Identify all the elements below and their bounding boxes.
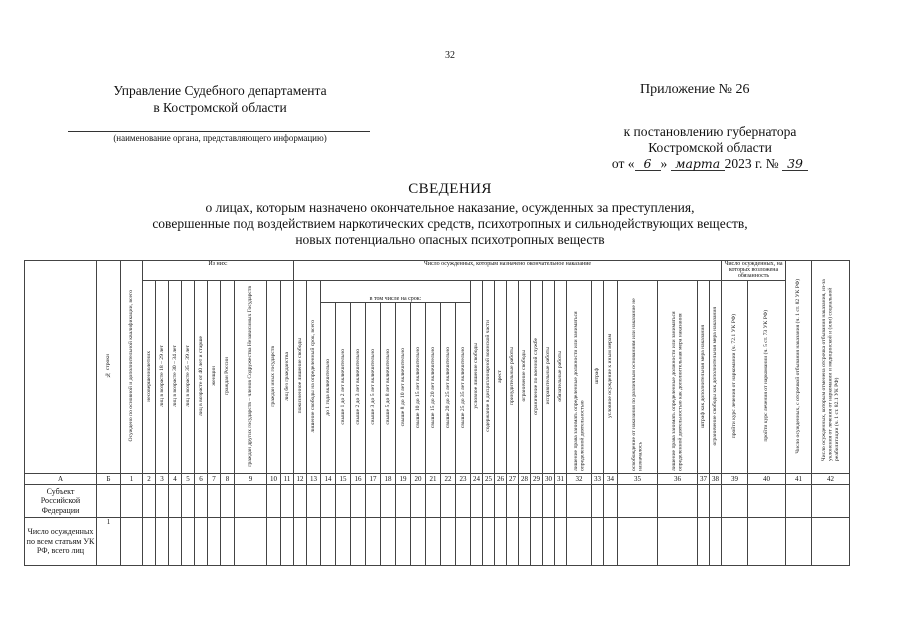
date-month: марта (671, 157, 725, 171)
data-cell (351, 485, 366, 518)
column-number-25: 24 (471, 474, 483, 485)
term-col-6: свыше 10 до 15 лет включительно (411, 303, 426, 474)
data-cell (483, 518, 495, 566)
column-number-8: 7 (208, 474, 221, 485)
column-number-37: 36 (658, 474, 698, 485)
data-cell (786, 518, 812, 566)
other-punishment-7: обязательные работы (555, 281, 567, 474)
column-number-31: 30 (543, 474, 555, 485)
data-cell (182, 485, 195, 518)
column-number-10: 9 (235, 474, 267, 485)
data-cell (321, 485, 336, 518)
column-number-39: 38 (710, 474, 722, 485)
data-cell (366, 518, 381, 566)
data-cell (507, 485, 519, 518)
col-a-header (25, 261, 97, 474)
date-year: 2023 г. № (724, 156, 779, 171)
data-cell (531, 518, 543, 566)
column-number-38: 37 (698, 474, 710, 485)
other-punishment-13: штраф как дополнительная мера наказания (698, 281, 710, 474)
data-cell (722, 485, 748, 518)
data-cell (208, 518, 221, 566)
obligation-col-0: пройти курс лечения от наркомании (ч. 72.1 УК РФ) (722, 281, 748, 474)
statistics-table (24, 260, 850, 566)
data-cell (396, 518, 411, 566)
subtitle-line3: новых потенциально опасных психотропных веществ (295, 232, 605, 247)
col-42-header: Число осужденных, которым отменена отсрочка отбывания наказания, из-за уклонения от лечения от наркомании и медицинской и (или) социальной реабилитации (ч. 1 ст. 82.1 УК РФ) (812, 261, 850, 474)
data-cell (543, 518, 555, 566)
table-row-total (25, 518, 850, 566)
column-number-2: 1 (121, 474, 143, 485)
data-cell (121, 518, 143, 566)
data-cell (495, 518, 507, 566)
data-cell (411, 485, 426, 518)
column-number-40: 39 (722, 474, 748, 485)
data-cell (195, 518, 208, 566)
column-number-11: 10 (267, 474, 281, 485)
issuer-underline (68, 131, 370, 132)
data-cell (307, 518, 321, 566)
data-cell (710, 485, 722, 518)
decree-number: 39 (782, 157, 808, 171)
sub-header-iz-nih-8: граждан иных государств (267, 281, 281, 474)
page-number: 32 (445, 50, 455, 61)
column-number-23: 22 (441, 474, 456, 485)
other-punishment-0: условное лишение свободы (471, 281, 483, 474)
data-cell (618, 485, 658, 518)
data-cell (471, 485, 483, 518)
column-number-21: 20 (411, 474, 426, 485)
sub-header-iz-nih-1: лиц в возрасте 18 – 29 лет (156, 281, 169, 474)
data-cell (658, 485, 698, 518)
data-cell (121, 485, 143, 518)
decree-line2: Костромской области (648, 140, 772, 155)
data-cell (221, 485, 235, 518)
data-cell (519, 518, 531, 566)
decree-line1: к постановлению губернатора (623, 124, 797, 139)
data-cell (748, 485, 786, 518)
data-cell (307, 485, 321, 518)
other-punishment-12: лишение права занимать определенные должности или заниматься определенной деятельностью как дополнительная мера наказания (658, 281, 698, 474)
sub-header-iz-nih-0: несовершеннолетних (143, 281, 156, 474)
data-cell (658, 518, 698, 566)
column-number-row (25, 474, 850, 485)
data-cell (543, 485, 555, 518)
term-col-3: свыше 3 до 5 лет включительно (366, 303, 381, 474)
data-cell (235, 518, 267, 566)
column-number-5: 4 (169, 474, 182, 485)
data-cell (471, 518, 483, 566)
subtitle-line2: совершенные под воздействием наркотических средств, психотропных и сильнодействующих веществ, (152, 216, 748, 231)
data-cell (143, 518, 156, 566)
data-cell (267, 518, 281, 566)
column-number-9: 8 (221, 474, 235, 485)
data-cell (441, 485, 456, 518)
sub-header-iz-nih-5: женщин (208, 281, 221, 474)
column-number-7: 6 (195, 474, 208, 485)
data-cell (143, 485, 156, 518)
column-number-17: 16 (351, 474, 366, 485)
data-cell (411, 518, 426, 566)
other-punishment-3: принудительные работы (507, 281, 519, 474)
data-cell (483, 485, 495, 518)
sub-header-iz-nih-4: лиц в возрасте от 40 лет и старше (195, 281, 208, 474)
other-punishment-2: арест (495, 281, 507, 474)
data-cell (396, 485, 411, 518)
data-cell (567, 485, 592, 518)
other-punishment-4: ограничение свободы (519, 281, 531, 474)
data-cell (531, 485, 543, 518)
term-col-8: свыше 20 до 25 лет включительно (441, 303, 456, 474)
data-cell (604, 485, 618, 518)
sub-header-iz-nih-2: лиц в возрасте 30 – 34 лет (169, 281, 182, 474)
column-number-26: 25 (483, 474, 495, 485)
column-number-20: 19 (396, 474, 411, 485)
data-cell (336, 485, 351, 518)
col-1-header: Осуждено по основной и дополнительной квалификации, всего (121, 261, 143, 474)
row-number-total: 1 (97, 518, 121, 566)
row-label-total: Число осужденных по всем статьям УК РФ, всего лиц (25, 518, 97, 566)
decree-block (560, 124, 860, 172)
sub-header-iz-nih-6: граждан России (221, 281, 235, 474)
issuer-caption: (наименование органа, представляющего информацию) (113, 133, 327, 143)
data-cell (592, 518, 604, 566)
data-cell (710, 518, 722, 566)
data-cell (604, 518, 618, 566)
data-cell (267, 485, 281, 518)
group-iz-nih: Из них: (143, 261, 294, 281)
column-number-14: 13 (307, 474, 321, 485)
data-cell (698, 485, 710, 518)
term-col-2: свыше 2 до 3 лет включительно (351, 303, 366, 474)
data-cell (221, 518, 235, 566)
data-cell (208, 485, 221, 518)
column-number-18: 17 (366, 474, 381, 485)
column-number-15: 14 (321, 474, 336, 485)
data-cell (722, 518, 748, 566)
column-number-27: 26 (495, 474, 507, 485)
col-b-header: № строки (97, 261, 121, 474)
sub-header-iz-nih-9: лиц без гражданства (281, 281, 294, 474)
data-cell (618, 518, 658, 566)
data-cell (555, 518, 567, 566)
data-cell (495, 485, 507, 518)
term-col-4: свыше 5 до 8 лет включительно (381, 303, 396, 474)
column-number-0: А (25, 474, 97, 485)
data-cell (555, 485, 567, 518)
document-title: СВЕДЕНИЯ (408, 181, 492, 197)
appendix-number: Приложение № 26 (640, 82, 750, 97)
data-cell (426, 518, 441, 566)
column-number-22: 21 (426, 474, 441, 485)
data-cell (381, 485, 396, 518)
data-cell (294, 485, 307, 518)
data-cell (169, 485, 182, 518)
data-cell (748, 518, 786, 566)
data-cell (456, 518, 471, 566)
data-cell (381, 518, 396, 566)
term-col-1: свыше 1 до 2 лет включительно (336, 303, 351, 474)
data-cell (336, 518, 351, 566)
other-punishment-5: ограничение по военной службе (531, 281, 543, 474)
column-number-33: 32 (567, 474, 592, 485)
column-number-30: 29 (531, 474, 543, 485)
row-label-subject: Субъект Российской Федерации (25, 485, 97, 518)
data-cell (441, 518, 456, 566)
group-obligation: Число осужденных, на которых возложена обязанность (722, 261, 786, 281)
column-number-41: 40 (748, 474, 786, 485)
data-cell (812, 485, 850, 518)
column-number-29: 28 (519, 474, 531, 485)
other-punishment-1: содержание в дисциплинарной воинской части (483, 281, 495, 474)
obligation-col-1: пройти курс лечения от наркомании (ч. 5 ст. 73 УК РФ) (748, 281, 786, 474)
column-number-16: 15 (336, 474, 351, 485)
term-col-7: свыше 15 до 20 лет включительно (426, 303, 441, 474)
other-punishment-11: освобождение от наказания по различным основаниям или наказание не назначалось (618, 281, 658, 474)
data-cell (156, 518, 169, 566)
date-quote-close: » (660, 156, 668, 171)
data-cell (507, 518, 519, 566)
data-cell (426, 485, 441, 518)
header-total-term: лишение свободы на определенный срок, всего (307, 281, 321, 474)
other-punishment-9: штраф (592, 281, 604, 474)
column-number-12: 11 (281, 474, 294, 485)
data-cell (366, 485, 381, 518)
data-cell (97, 485, 121, 518)
table-row-subject (25, 485, 850, 518)
term-col-0: до 1 года включительно (321, 303, 336, 474)
data-cell (281, 485, 294, 518)
decree-date-line (560, 156, 860, 172)
column-number-28: 27 (507, 474, 519, 485)
column-number-24: 23 (456, 474, 471, 485)
data-cell (456, 485, 471, 518)
column-number-43: 42 (812, 474, 850, 485)
data-cell (281, 518, 294, 566)
data-cell (321, 518, 336, 566)
date-day: 6 (635, 157, 661, 171)
column-number-19: 18 (381, 474, 396, 485)
data-cell (698, 518, 710, 566)
column-number-4: 3 (156, 474, 169, 485)
data-cell (592, 485, 604, 518)
sub-header-iz-nih-7: граждан других государств – членов Содружества Независимых Государств (235, 281, 267, 474)
column-number-6: 5 (182, 474, 195, 485)
header-life-sentence: пожизненное лишение свободы (294, 281, 307, 474)
data-cell (786, 485, 812, 518)
issuer-name-line2: в Костромской области (153, 100, 287, 115)
column-number-34: 33 (592, 474, 604, 485)
column-number-36: 35 (618, 474, 658, 485)
column-number-32: 31 (555, 474, 567, 485)
data-cell (519, 485, 531, 518)
data-cell (567, 518, 592, 566)
column-number-3: 2 (143, 474, 156, 485)
column-number-42: 41 (786, 474, 812, 485)
data-cell (294, 518, 307, 566)
column-number-35: 34 (604, 474, 618, 485)
term-col-5: свыше 8 до 10 лет включительно (396, 303, 411, 474)
data-cell (195, 485, 208, 518)
data-cell (351, 518, 366, 566)
column-number-1: Б (97, 474, 121, 485)
document-subtitle (80, 200, 820, 248)
other-punishment-14: ограничение свободы как дополнительная мера наказания (710, 281, 722, 474)
data-cell (182, 518, 195, 566)
term-col-9: свыше 25 до 35 лет включительно (456, 303, 471, 474)
data-cell (235, 485, 267, 518)
date-prefix: от « (611, 156, 635, 171)
other-punishment-10: условное осуждение к иным мерам (604, 281, 618, 474)
issuer-name-line1: Управление Судебного департамента (113, 83, 327, 98)
other-punishment-6: исправительные работы (543, 281, 555, 474)
sub-header-iz-nih-3: лиц в возрасте 35 – 39 лет (182, 281, 195, 474)
data-cell (156, 485, 169, 518)
data-cell (812, 518, 850, 566)
col-41-header: Число осужденных, с отсрочкой отбывания наказания (ч. 1 ст. 82 УК РФ) (786, 261, 812, 474)
subtitle-line1: о лицах, которым назначено окончательное наказание, осужденных за преступления, (205, 200, 695, 215)
data-cell (169, 518, 182, 566)
group-punishment: Число осужденных, которым назначено окончательное наказание (294, 261, 722, 281)
column-number-13: 12 (294, 474, 307, 485)
issuer-block (60, 82, 380, 116)
group-in-term: в том числе на срок: (321, 281, 471, 303)
other-punishment-8: лишение права занимать определенные должности или заниматься определенной деятельностью (567, 281, 592, 474)
